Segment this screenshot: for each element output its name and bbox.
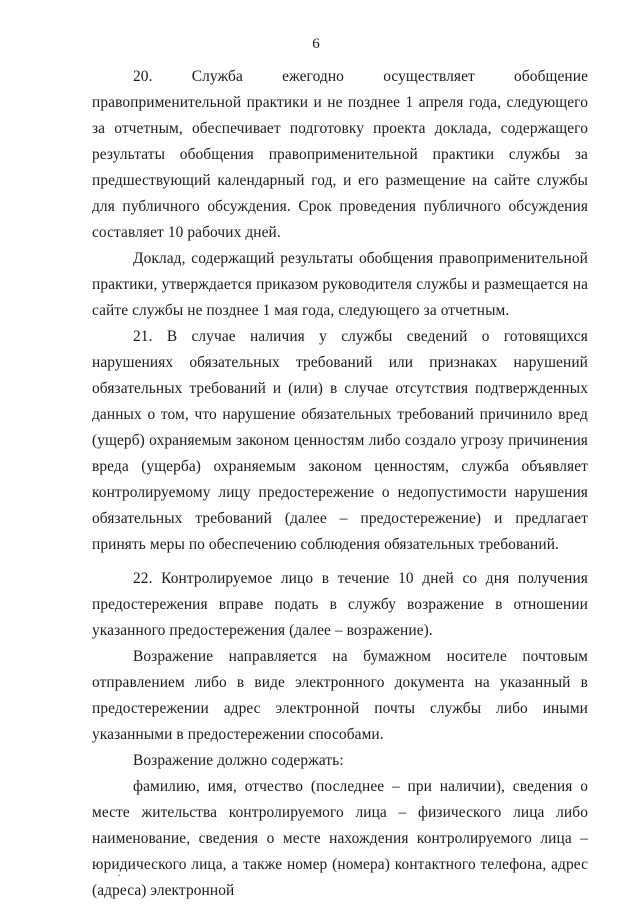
page-number: 6	[312, 36, 320, 52]
paragraph-report-approval: Доклад, содержащий результаты обобщения правоприменительной практики, утверждается приказом руководителя службы и размещается на сайте службы не позднее 1 мая года, следующего за отчетным.	[92, 250, 588, 319]
paragraph-objection-contents-intro: Возражение должно содержать:	[133, 752, 344, 769]
paragraph-objection-contents-list: фамилию, имя, отчество (последнее – при наличии), сведения о месте жительства контролируемого лица – физического лица либо наименование, сведения о месте нахождения контролируемого лица – юридического лица, а также номер (номера) контактного телефона, адрес (адреса) электронной	[92, 778, 588, 899]
paragraph-22: 22. Контролируемое лицо в течение 10 дней со дня получения предостережения вправе подать в службу возражение в отношении указанного предостережения (далее – возражение).	[92, 570, 588, 639]
paragraph-objection-delivery: Возражение направляется на бумажном носителе почтовым отправлением либо в виде электронного документа на указанный в предостережении адрес электронной почты службы либо иными указанными в предостережении способами.	[92, 648, 588, 743]
paragraph-20: 20. Служба ежегодно осуществляет обобщение правоприменительной практики и не позднее 1 апреля года, следующего за отчетным, обеспечивает подготовку проекта доклада, содержащего результаты обобщения правоприменительной практики службы за предшествующий календарный год, и его размещение на сайте службы для публичного обсуждения. Срок проведения публичного обсуждения составляет 10 рабочих дней.	[92, 68, 588, 241]
paragraph-21: 21. В случае наличия у службы сведений о готовящихся нарушениях обязательных требований или признаках нарушений обязательных требований и (или) в случае отсутствия подтвержденных данных о том, что нарушение обязательных требований причинило вред (ущерб) охраняемым законом ценностям либо создало угрозу причинения вреда (ущерба) охраняемым законом ценностям, служба объявляет контролируемому лицу предостережение о недопустимости нарушения обязательных требований (далее – предостережение) и предлагает принять меры по обеспечению соблюдения обязательных требований.	[92, 328, 588, 553]
document-body	[92, 64, 588, 904]
scan-speck: ˊ	[117, 872, 121, 886]
